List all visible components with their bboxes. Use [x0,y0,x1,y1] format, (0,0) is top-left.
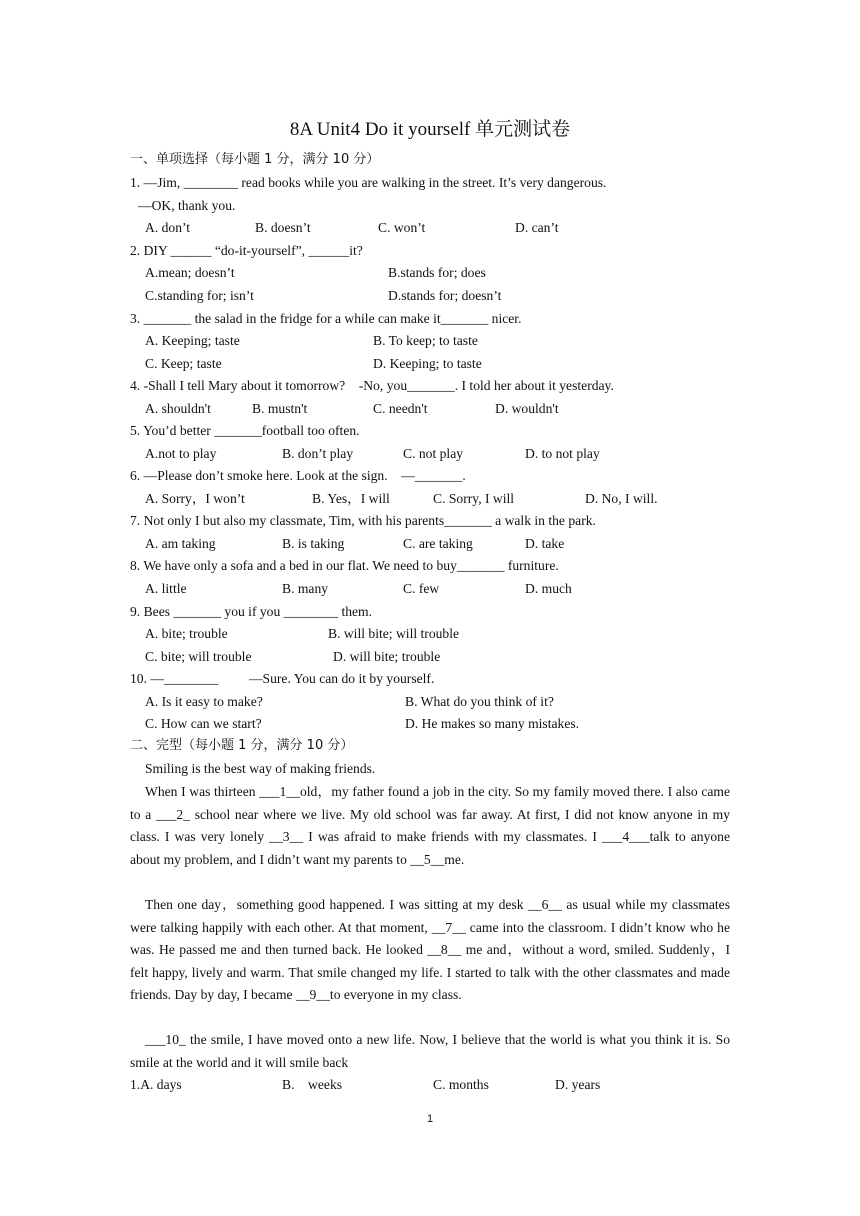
q5-option-c: C. not play [403,446,464,461]
question-1-reply: —OK, thank you. [138,198,236,213]
question-10-stem: 10. —________ —Sure. You can do it by yourself. [130,671,435,686]
q8-option-c: C. few [403,581,440,596]
cloze-1-option-d: D. years [555,1077,601,1092]
q3-option-a: A. Keeping; taste [145,333,240,348]
q9-option-d: D. will bite; trouble [333,649,441,664]
q5-option-a: A.not to play [145,446,217,461]
q6-option-d: D. No, I will. [585,491,658,506]
question-4-stem: 4. -Shall I tell Mary about it tomorrow? -No, you_______. I told her about it yesterday. [130,378,614,393]
q7-option-c: C. are taking [403,536,473,551]
q8-option-d: D. much [525,581,572,596]
cloze-1-option-a: 1.A. days [130,1077,182,1092]
question-8-stem: 8. We have only a sofa and a bed in our flat. We need to buy_______ furniture. [130,558,559,573]
q1-option-c: C. won’t [378,220,426,235]
q3-option-d: D. Keeping; to taste [373,356,482,371]
question-3-stem: 3. _______ the salad in the fridge for a while can make it_______ nicer. [130,311,522,326]
question-6-stem: 6. —Please don’t smoke here. Look at the sign. —_______. [130,468,466,483]
q9-option-b: B. will bite; will trouble [328,626,460,641]
q7-option-b: B. is taking [282,536,345,551]
q1-option-d: D. can’t [515,220,559,235]
q2-option-c: C.standing for; isn’t [145,288,254,303]
passage-intro: Smiling is the best way of making friends. [145,761,376,776]
section-heading-2: 二、完型（每小题 1 分，满分 10 分） [130,738,354,753]
q3-option-b: B. To keep; to taste [373,333,478,348]
page-title: 8A Unit4 Do it yourself 单元测试卷 [289,119,571,140]
passage-paragraph-2: Then one day，something good happened. I was sitting at my desk __6__ as usual while my classmates were talking happily with each other. At that moment, __7__ came into the classroom. I didn’t know who he was. He passed me and then turned back. He looked __8__ me and，without a word, smiled. Suddenly，I felt happy, lively and warm. That smile changed my life. I started to talk with the other classmates and made friends. Day by day, I became __9__to everyone in my class. [130,897,730,1003]
page-number: 1 [426,1113,434,1125]
section-heading-1: 一、单项选择（每小题 1 分，满分 10 分） [130,152,380,167]
q2-option-b: B.stands for; does [388,265,486,280]
q3-option-c: C. Keep; taste [145,356,222,371]
q10-option-d: D. He makes so many mistakes. [405,716,580,731]
q1-option-a: A. don’t [145,220,191,235]
q8-option-b: B. many [282,581,329,596]
question-7-stem: 7. Not only I but also my classmate, Tim, with his parents_______ a walk in the park. [130,513,596,528]
passage-paragraph-3: ___10_ the smile, I have moved onto a new life. Now, I believe that the world is what you think it is. So smile at the world and it will smile back [130,1032,730,1070]
q7-option-a: A. am taking [145,536,216,551]
question-9-stem: 9. Bees _______ you if you ________ them. [130,604,373,619]
question-2-stem: 2. DIY ______ “do-it-yourself”, ______it? [130,243,363,258]
q5-option-b: B. don’t play [282,446,354,461]
q10-option-a: A. Is it easy to make? [145,694,263,709]
cloze-1-option-b: B. weeks [282,1077,343,1092]
q1-option-b: B. doesn’t [255,220,311,235]
q8-option-a: A. little [145,581,187,596]
q4-option-d: D. wouldn't [495,401,559,416]
q9-option-a: A. bite; trouble [145,626,228,641]
q10-option-c: C. How can we start? [145,716,262,731]
passage-paragraph-1: When I was thirteen ___1__old，my father found a job in the city. So my family moved there. I also came to a ___2_ school near where we live. My old school was far away. At first, I did not know anyone in my class. I was very lonely __3__ I was afraid to make friends with my classmates. I ___4___talk to anyone about my problem, and I didn’t want my parents to __5__me. [130,784,730,867]
q4-option-b: B. mustn't [252,401,308,416]
q10-option-b: B. What do you think of it? [405,694,554,709]
q6-option-c: C. Sorry, I will [433,491,515,506]
q2-option-d: D.stands for; doesn’t [388,288,502,303]
q4-option-c: C. needn't [373,401,428,416]
q2-option-a: A.mean; doesn’t [145,265,235,280]
question-5-stem: 5. You’d better _______football too often. [130,423,360,438]
question-1-stem: 1. —Jim, ________ read books while you are walking in the street. It’s very dangerous. [130,175,607,190]
q6-option-b: B. Yes，I will [312,491,390,506]
q9-option-c: C. bite; will trouble [145,649,252,664]
q5-option-d: D. to not play [525,446,600,461]
q7-option-d: D. take [525,536,565,551]
cloze-1-option-c: C. months [433,1077,489,1092]
q4-option-a: A. shouldn't [145,401,211,416]
q6-option-a: A. Sorry，I won’t [145,491,245,506]
